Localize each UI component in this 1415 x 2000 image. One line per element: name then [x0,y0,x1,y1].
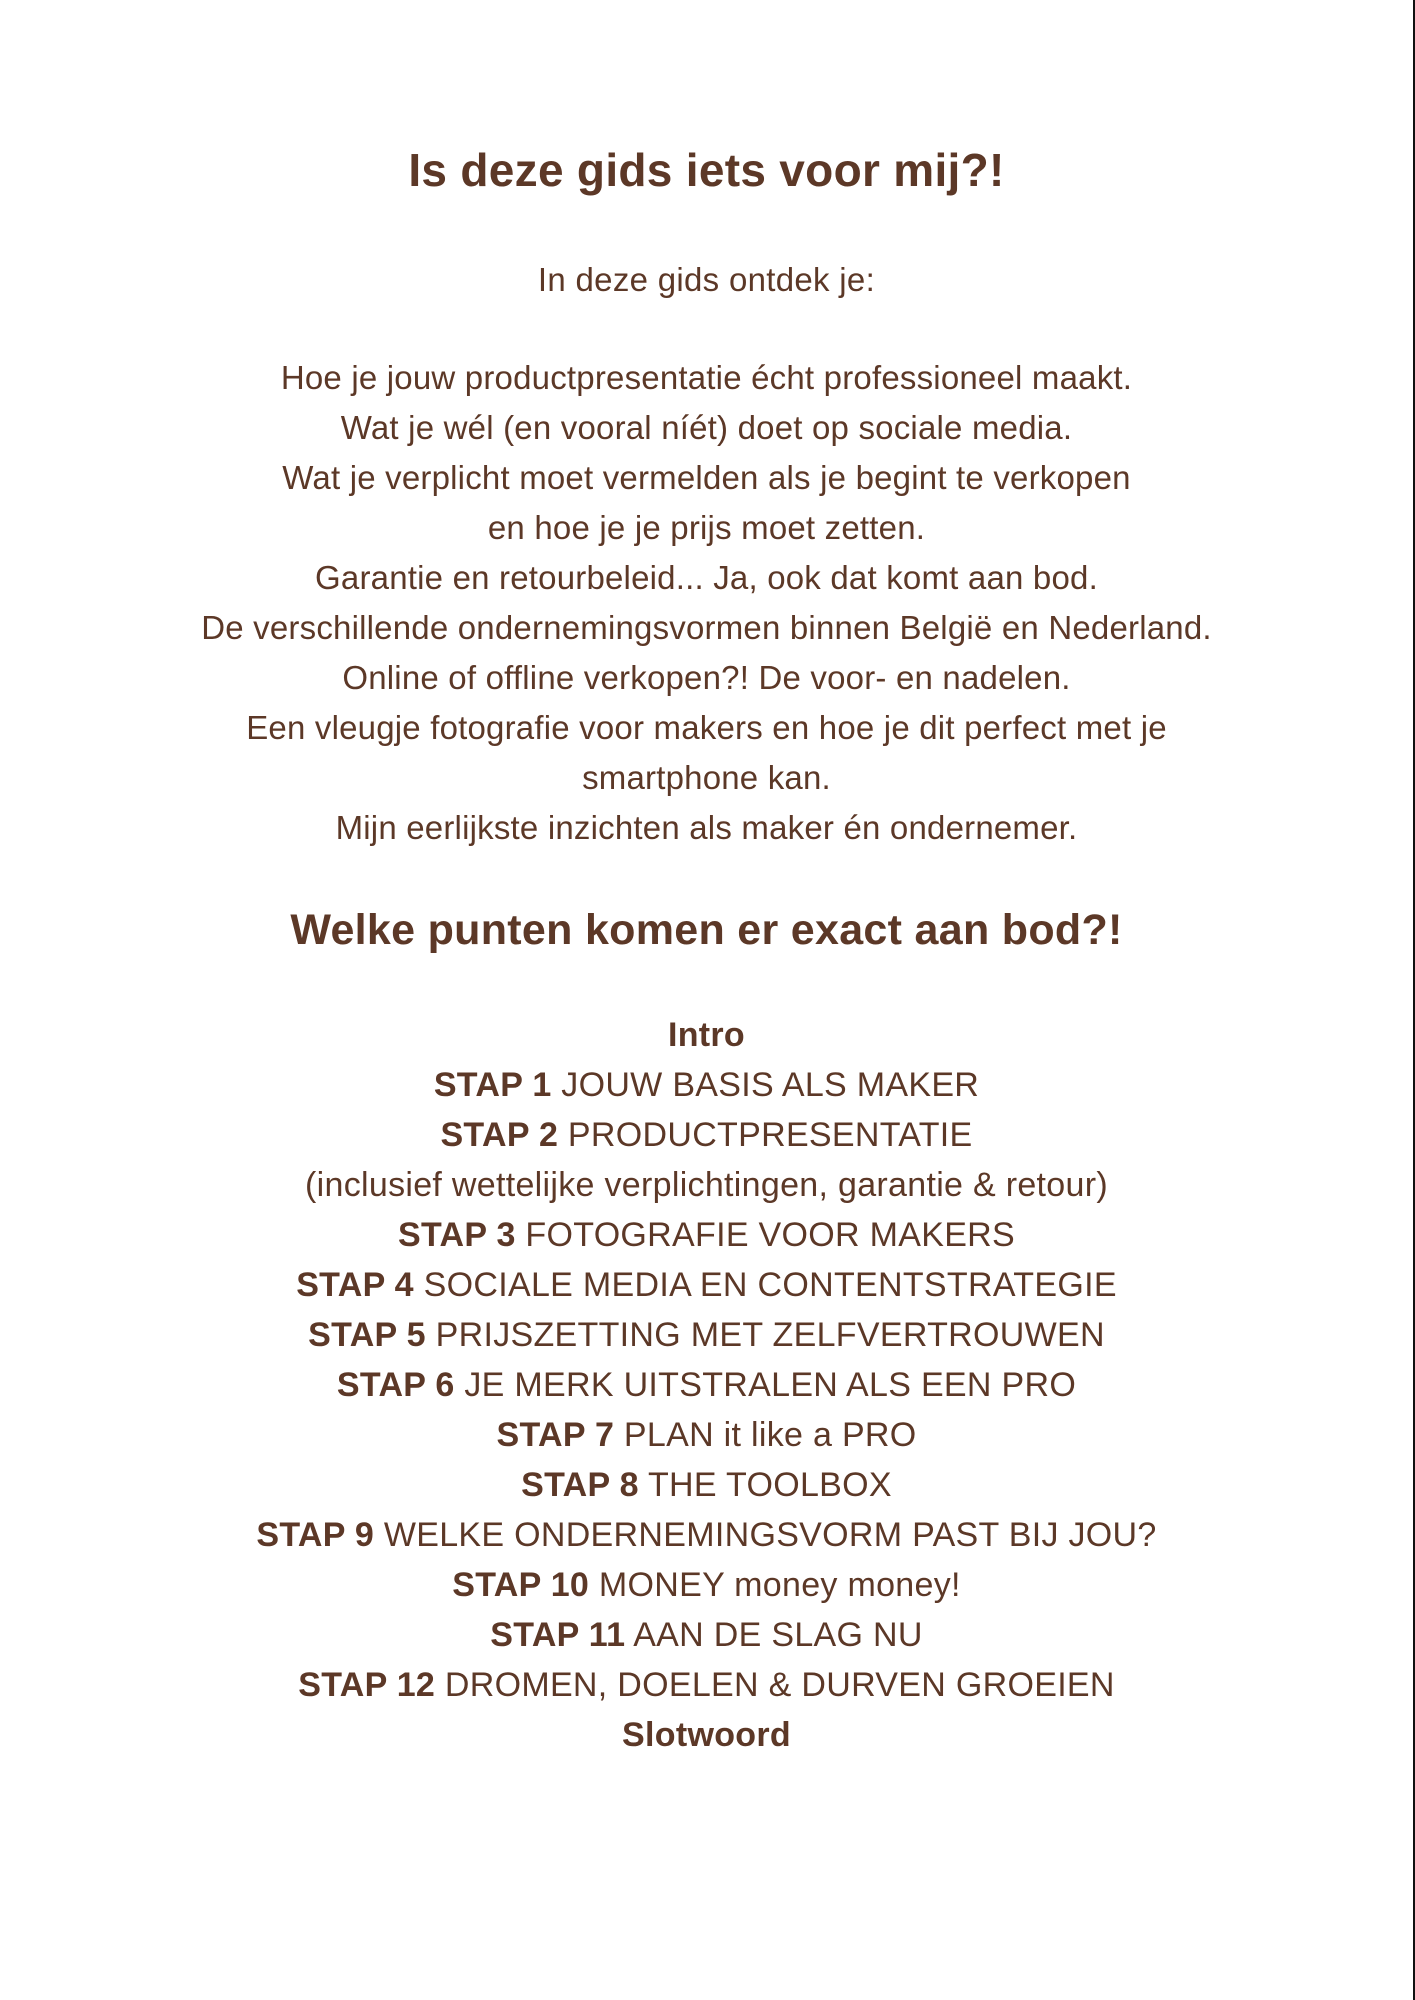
benefit-item: Hoe je jouw productpresentatie écht professioneel maakt. [280,359,1133,396]
toc-item [0,1210,1413,1260]
step-title: PRIJSZETTING MET ZELFVERTROUWEN [435,1316,1105,1354]
toc-item [0,1660,1413,1710]
step-label: STAP 8 [521,1466,639,1504]
toc-item [0,1610,1413,1660]
toc-item [0,1510,1413,1560]
intro-label: In deze gids ontdek je: [537,261,876,298]
toc-item [0,1360,1413,1410]
step-label: STAP 6 [336,1366,455,1404]
step-title: PLAN it like a PRO [623,1416,917,1454]
toc-item [0,1060,1413,1110]
toc-item-intro [0,1010,1413,1060]
toc-outro-label: Slotwoord [622,1716,791,1754]
benefits-list [0,353,1413,853]
step-title: WELKE ONDERNEMINGSVORM PAST BIJ JOU? [383,1516,1157,1554]
section-heading: Welke punten komen er exact aan bod?! [290,906,1123,954]
toc-item-note [0,1160,1413,1210]
step-title: THE TOOLBOX [647,1466,892,1504]
toc-intro-label: Intro [667,1016,746,1054]
step-label: STAP 12 [298,1666,436,1704]
step-note: (inclusief wettelijke verplichtingen, garantie & retour) [305,1166,1108,1204]
benefit-item: en hoe je je prijs moet zetten. [487,509,926,546]
step-label: STAP 1 [433,1066,552,1104]
benefit-item: Garantie en retourbeleid... Ja, ook dat komt aan bod. [315,559,1098,596]
step-title: AAN DE SLAG NU [633,1616,923,1654]
step-label: STAP 4 [296,1266,414,1304]
benefit-item: Mijn eerlijkste inzichten als maker én ondernemer. [335,809,1078,846]
step-label: STAP 11 [490,1616,626,1654]
toc-item [0,1310,1413,1360]
benefit-item: Een vleugje fotografie voor makers en hoe je dit perfect met je [246,709,1167,746]
toc-item-outro [0,1710,1413,1760]
step-title: JE MERK UITSTRALEN ALS EEN PRO [464,1366,1077,1404]
step-label: STAP 7 [496,1416,615,1454]
step-title: PRODUCTPRESENTATIE [567,1116,973,1154]
benefit-item: Online of offline verkopen?! De voor- en nadelen. [342,659,1071,696]
step-label: STAP 9 [256,1516,375,1554]
step-title: DROMEN, DOELEN & DURVEN GROEIEN [444,1666,1115,1704]
benefit-item: smartphone kan. [582,759,831,796]
table-of-contents [0,1010,1413,1760]
step-title: MONEY money money! [598,1566,961,1604]
step-title: SOCIALE MEDIA EN CONTENTSTRATEGIE [423,1266,1117,1304]
step-title: FOTOGRAFIE VOOR MAKERS [525,1216,1016,1254]
step-title: JOUW BASIS ALS MAKER [561,1066,980,1104]
step-label: STAP 5 [308,1316,426,1354]
toc-item [0,1410,1413,1460]
toc-item [0,1560,1413,1610]
toc-item [0,1460,1413,1510]
step-label: STAP 2 [440,1116,559,1154]
step-label: STAP 3 [397,1216,516,1254]
benefit-item: Wat je verplicht moet vermelden als je begint te verkopen [282,459,1131,496]
step-label: STAP 10 [452,1566,590,1604]
benefit-item: Wat je wél (en vooral níét) doet op sociale media. [340,409,1073,446]
page-title: Is deze gids iets voor mij?! [408,144,1005,196]
toc-item [0,1260,1413,1310]
toc-item [0,1110,1413,1160]
benefit-item: De verschillende ondernemingsvormen binnen België en Nederland. [201,609,1212,646]
